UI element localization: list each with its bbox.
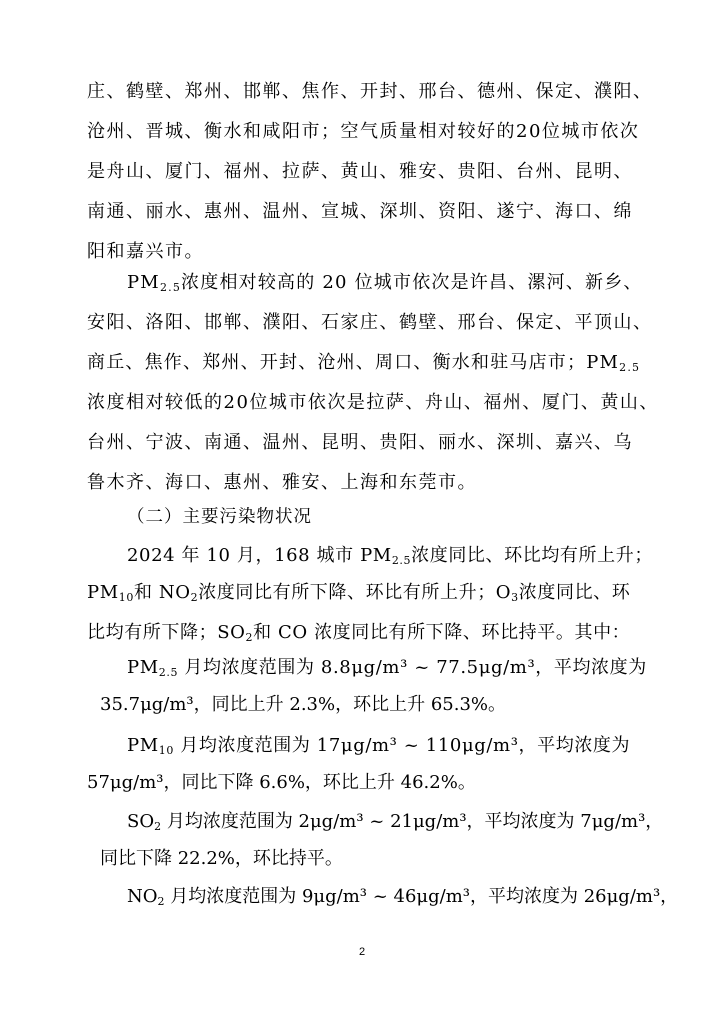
paragraph-1-line-1: 庄、鹤壁、郑州、邯郸、焦作、开封、邢台、德州、保定、濮阳、	[87, 81, 653, 102]
no2-subscript: 2	[190, 591, 199, 604]
no2-subscript: 2	[157, 895, 165, 908]
so2-item-line-1	[127, 807, 663, 837]
so2-range-text: 月均浓度范围为 2μg/m³ ~ 21μg/m³，平均浓度为 7μg/m³，	[161, 811, 664, 832]
paragraph-3-line-2-text: 浓度同比有所下降、环比有所上升；O	[198, 582, 512, 603]
no2-item-line-1	[127, 882, 678, 912]
paragraph-3-line-1-text: 2024 年 10 月，168 城市 PM	[127, 545, 392, 566]
paragraph-2-line-2: 安阳、洛阳、邯郸、濮阳、石家庄、鹤壁、邢台、保定、平顶山、	[87, 312, 653, 333]
paragraph-3-line-1-rest: 浓度同比、环比均有所上升；	[411, 545, 653, 566]
pm-label: PM	[87, 582, 119, 603]
no-label: NO	[127, 886, 158, 907]
pm-label: PM	[127, 657, 159, 678]
so2-subscript: 2	[245, 631, 254, 644]
so2-item-line-2: 同比下降 22.2%，环比持平。	[100, 848, 343, 869]
page-number: 2	[358, 946, 366, 958]
pm25-item-line-1	[127, 653, 647, 683]
pm-subscript: 10	[158, 744, 174, 757]
paragraph-2-line-5: 台州、宁波、南通、温州、昆明、贵阳、丽水、深圳、嘉兴、乌	[87, 432, 633, 453]
paragraph-1-line-4: 南通、丽水、惠州、温州、宣城、深圳、资阳、遂宁、海口、绵	[87, 201, 633, 222]
paragraph-2-line-6: 鲁木齐、海口、惠州、雅安、上海和东莞市。	[87, 472, 477, 493]
paragraph-3-line-1	[127, 541, 653, 571]
paragraph-3-line-3-rest: 和 CO 浓度同比有所下降、环比持平。其中：	[253, 622, 631, 643]
pm-subscript: 2.5	[619, 361, 641, 374]
so2-subscript: 2	[154, 820, 162, 833]
paragraph-2-line-4: 浓度相对较低的20位城市依次是拉萨、舟山、福州、厦门、黄山、	[87, 392, 659, 413]
section-heading: （二）主要污染物状况	[127, 507, 312, 527]
pm10-range-text: 月均浓度范围为 17μg/m³ ~ 110μg/m³，平均浓度为	[173, 735, 631, 756]
pm-label: PM	[127, 272, 160, 293]
so-label: SO	[127, 811, 155, 832]
pm-label: PM	[127, 735, 159, 756]
paragraph-3-line-3	[87, 618, 630, 648]
pm-subscript: 2.5	[159, 281, 182, 294]
paragraph-2-line-3	[87, 348, 640, 378]
no2-range-text: 月均浓度范围为 9μg/m³ ~ 46μg/m³，平均浓度为 26μg/m³，	[164, 886, 679, 907]
paragraph-1-line-5: 阳和嘉兴市。	[87, 241, 204, 262]
paragraph-3-line-2	[87, 578, 630, 608]
paragraph-3-line-3-text: 比均有所下降；SO	[87, 622, 246, 643]
pm-subscript: 2.5	[158, 666, 179, 679]
paragraph-2-line-1-text: 浓度相对较高的 20 位城市依次是许昌、漯河、新乡、	[181, 272, 643, 293]
pm-subscript: 10	[118, 591, 134, 604]
pm25-item-line-2: 35.7μg/m³，同比上升 2.3%，环比上升 65.3%。	[100, 694, 507, 715]
pm10-item-line-2: 57μg/m³，同比下降 6.6%，环比上升 46.2%。	[87, 772, 476, 793]
pm-subscript: 2.5	[391, 554, 412, 567]
paragraph-2-line-1	[127, 268, 643, 298]
paragraph-1-line-2: 沧州、晋城、衡水和咸阳市；空气质量相对较好的20位城市依次	[87, 121, 640, 142]
pm25-range-text: 月均浓度范围为 8.8μg/m³ ~ 77.5μg/m³，平均浓度为	[178, 657, 647, 678]
o3-subscript: 3	[511, 591, 519, 604]
paragraph-2-line-3-text: 商丘、焦作、郑州、开封、沧州、周口、衡水和驻马店市；PM	[87, 352, 620, 373]
no-label: 和 NO	[133, 582, 191, 603]
paragraph-3-line-2-rest: 浓度同比、环	[518, 582, 631, 603]
paragraph-1-line-3: 是舟山、厦门、福州、拉萨、黄山、雅安、贵阳、台州、昆明、	[87, 161, 633, 182]
pm10-item-line-1	[127, 731, 630, 761]
